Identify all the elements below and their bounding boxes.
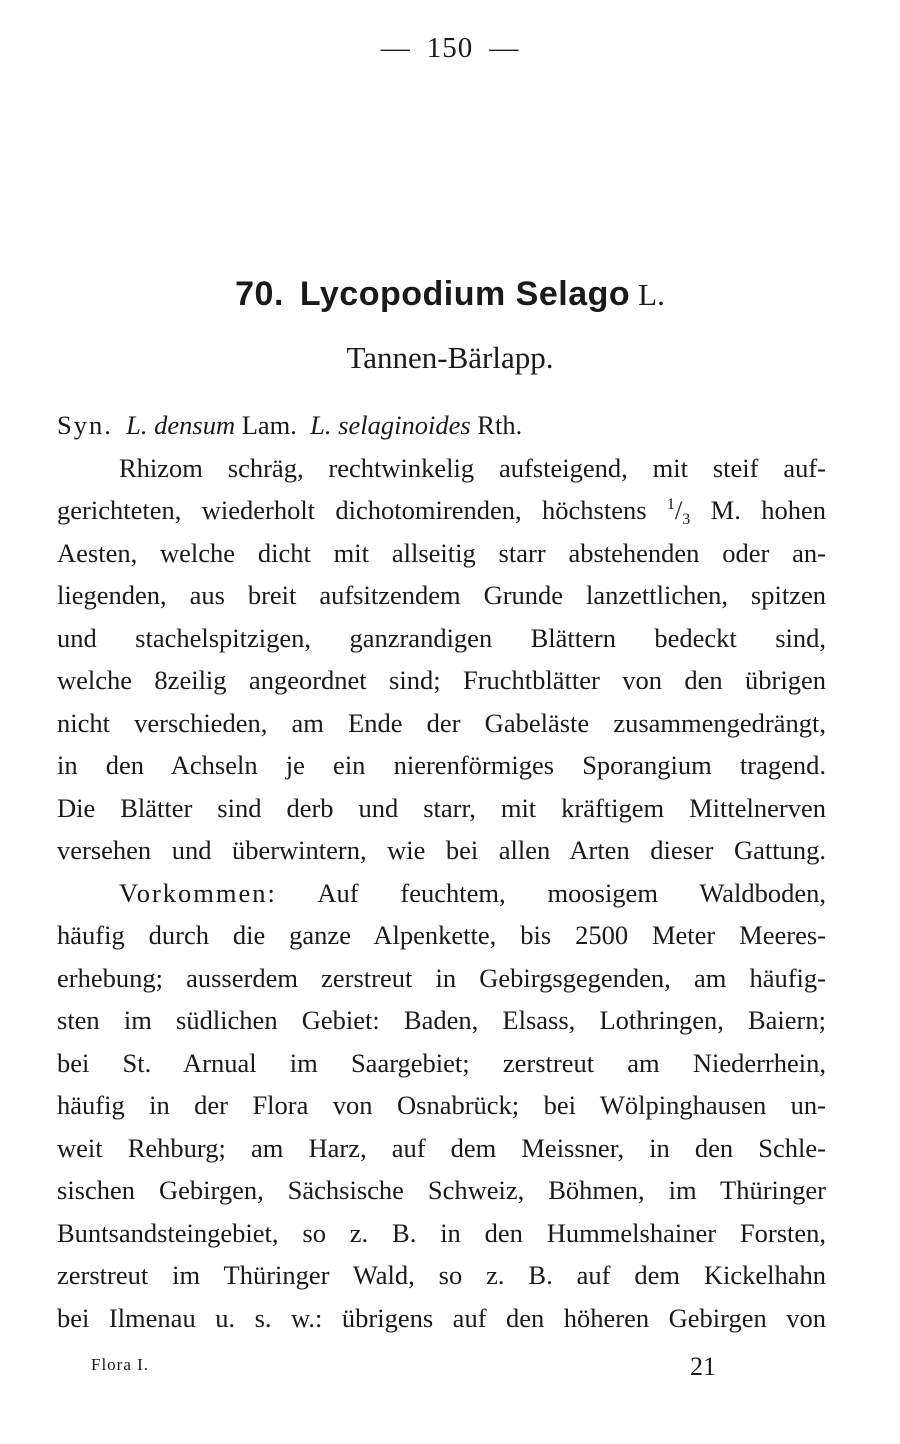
printer-signature: Flora I. xyxy=(91,1355,150,1374)
occurrence-text: Auf feuchtem, moosigem Waldboden, xyxy=(317,877,826,908)
occurrence-label: Vorkommen: xyxy=(119,877,277,908)
description-line-with-fraction xyxy=(57,489,826,532)
occurrence-line: sten im südlichen Gebiet: Baden, Elsass, Lothringen, Baiern; xyxy=(57,1005,826,1035)
syn-epithet-2: selaginoides xyxy=(338,410,471,440)
description-text: gerichteten, wiederholt dichotomirenden, höchstens xyxy=(57,495,647,525)
occurrence-line: erhebung; ausserdem zerstreut in Gebirgsgegenden, am häufig- xyxy=(57,962,826,993)
syn-author-1: Lam. xyxy=(241,410,297,440)
fraction-numerator: 1 xyxy=(666,496,675,513)
description-line: Die Blätter sind derb und starr, mit kräftigem Mittelnerven xyxy=(57,792,826,823)
occurrence-line: häufig durch die ganze Alpenkette, bis 2500 Meter Meeres- xyxy=(57,920,826,950)
sheet-number: 21 xyxy=(690,1352,716,1381)
occurrence-line: weit Rehburg; am Harz, auf dem Meissner, in den Schle- xyxy=(57,1132,826,1163)
synonyms-line xyxy=(57,404,826,447)
description-line: liegenden, aus breit aufsitzendem Grunde lanzettlichen, spitzen xyxy=(57,580,826,610)
occurrence-line: bei St. Arnual im Saargebiet; zerstreut am Niederrhein, xyxy=(57,1047,826,1078)
description-line: Aesten, welche dicht mit allseitig starr abstehenden oder an- xyxy=(57,537,826,568)
syn-label: Syn. xyxy=(57,410,113,440)
syn-author-2: Rth. xyxy=(477,410,523,440)
page-number: 150 xyxy=(426,32,474,64)
page-header xyxy=(0,32,900,65)
header-dash-left: — xyxy=(380,32,411,64)
fraction: $^1/_3$ xyxy=(666,495,691,528)
description-line: und stachelspitzigen, ganzrandigen Blättern bedeckt sind, xyxy=(57,622,826,653)
occurrence-line: Buntsandsteingebiet, so z. B. in den Hummelshainer Forsten, xyxy=(57,1217,826,1248)
text-body xyxy=(57,404,826,1339)
fraction-denominator: 3 xyxy=(682,511,691,528)
species-heading xyxy=(0,264,900,325)
occurrence-line: sischen Gebirgen, Sächsische Schweiz, Böhmen, im Thüringer xyxy=(57,1175,826,1205)
species-name: Lycopodium Selago xyxy=(299,275,631,313)
description-line: nicht verschieden, am Ende der Gabeläste zusammengedrängt, xyxy=(57,707,826,738)
syn-name-2: L. xyxy=(310,410,332,440)
common-name: Tannen-Bärlapp. xyxy=(346,340,554,375)
syn-epithet-1: densum xyxy=(154,410,236,440)
species-author: L. xyxy=(638,277,665,312)
species-number: 70. xyxy=(235,275,284,313)
header-dash-right: — xyxy=(489,32,520,64)
occurrence-line: zerstreut im Thüringer Wald, so z. B. auf dem Kickelhahn xyxy=(57,1260,826,1290)
description-line: versehen und überwintern, wie bei allen Arten dieser Gattung. xyxy=(57,835,826,865)
occurrence-line: häufig in der Flora von Osnabrück; bei Wölpinghausen un- xyxy=(57,1090,826,1120)
occurrence-line: bei Ilmenau u. s. w.: übrigens auf den höheren Gebirgen von xyxy=(57,1302,826,1333)
description-text: M. hohen xyxy=(710,495,827,525)
description-line: in den Achseln je ein nierenförmiges Sporangium tragend. xyxy=(57,750,826,780)
description-line: Rhizom schräg, rechtwinkelig aufsteigend, mit steif auf- xyxy=(119,452,826,483)
description-line: welche 8zeilig angeordnet sind; Fruchtblätter von den übrigen xyxy=(57,665,826,695)
occurrence-line xyxy=(57,872,826,915)
syn-name-1: L. xyxy=(126,410,148,440)
